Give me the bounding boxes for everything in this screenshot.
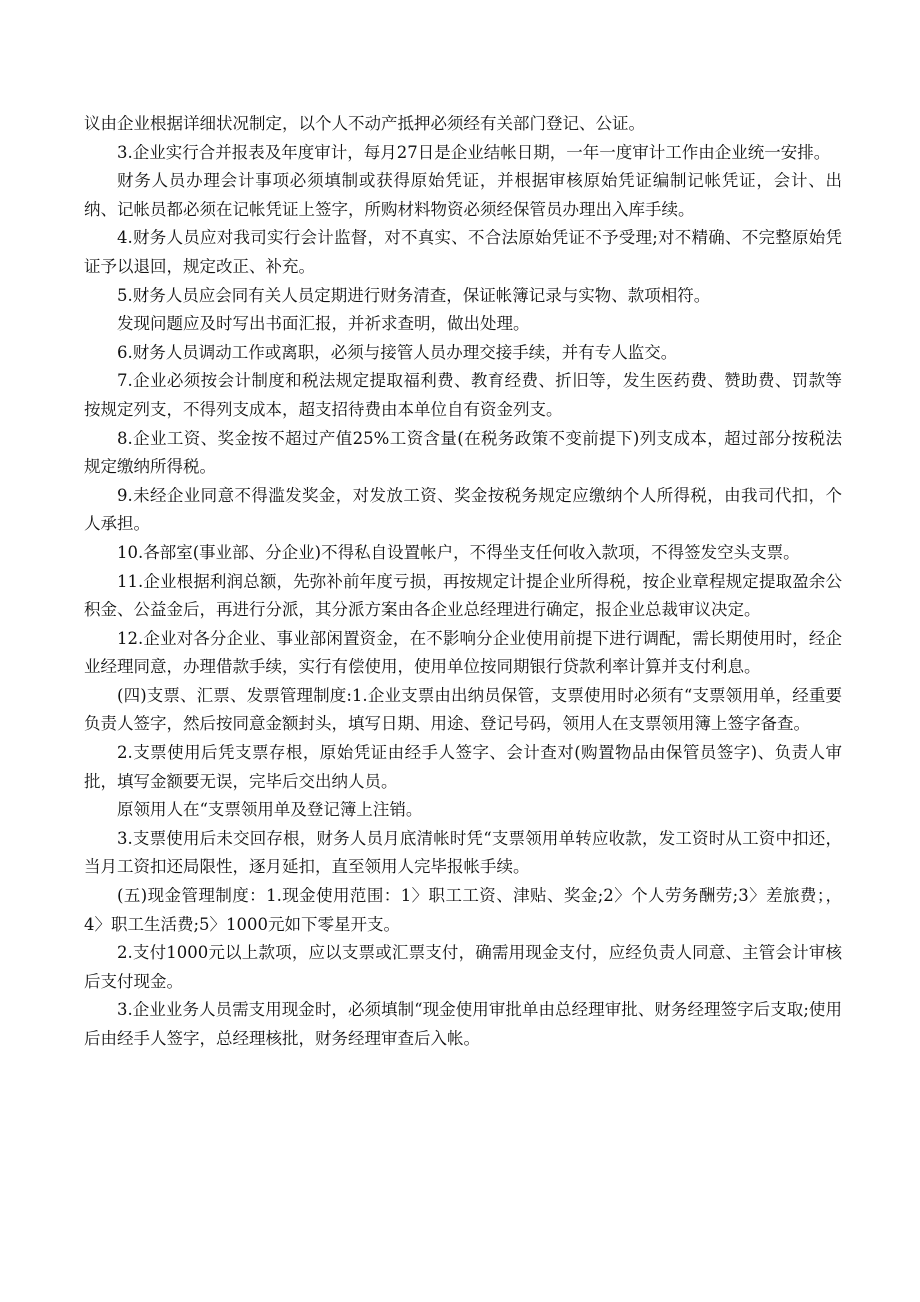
paragraph: 财务人员办理会计事项必须填制或获得原始凭证，并根据审核原始凭证编制记帐凭证，会计、出纳、记帐员都必须在记帐凭证上签字，所购材料物资必须经保管员办理出入库手续。 xyxy=(84,171,842,219)
paragraph: 3.支票使用后未交回存根，财务人员月底清帐时凭“支票领用单转应收款，发工资时从工资中扣还，当月工资扣还局限性，逐月延扣，直至领用人完毕报帐手续。 xyxy=(84,828,842,877)
paragraph: 发现问题应及时写出书面汇报，并祈求查明，做出处理。 xyxy=(117,314,530,334)
paragraph: 议由企业根据详细状况制定，以个人不动产抵押必须经有关部门登记、公证。 xyxy=(84,114,645,133)
paragraph: 3.企业业务人员需支用现金时，必须填制“现金使用审批单由总经理审批、财务经理签字后支取;使用后由经手人签字，总经理核批，财务经理审查后入帐。 xyxy=(84,1000,842,1048)
paragraph: 3.企业实行合并报表及年度审计，每月27日是企业结帐日期，一年一度审计工作由企业统一安排。 xyxy=(117,142,831,162)
paragraph: 8.企业工资、奖金按不超过产值25%工资含量(在税务政策不变前提下)列支成本，超过部分按税法规定缴纳所得税。 xyxy=(84,428,842,477)
paragraph: 5.财务人员应会同有关人员定期进行财务清查，保证帐簿记录与实物、款项相符。 xyxy=(117,285,711,305)
paragraph: 原领用人在“支票领用单及登记簿上注销。 xyxy=(117,800,423,820)
paragraph: 9.未经企业同意不得滥发奖金，对发放工资、奖金按税务规定应缴纳个人所得税，由我司代扣，个人承担。 xyxy=(84,485,842,534)
paragraph: 11.企业根据利润总额，先弥补前年度亏损，再按规定计提企业所得税，按企业章程规定提取盈余公积金、公益金后，再进行分派，其分派方案由各企业总经理进行确定，报企业总裁审议决定。 xyxy=(84,571,842,620)
paragraph: (五)现金管理制度：1.现金使用范围：1〉职工工资、津贴、奖金;2〉个人劳务酬劳;3〉差旅费；，4〉职工生活费;5〉1000元如下零星开支。 xyxy=(84,886,842,934)
paragraph: 12.企业对各分企业、事业部闲置资金，在不影响分企业使用前提下进行调配，需长期使用时，经企业经理同意，办理借款手续，实行有偿使用，使用单位按同期银行贷款利率计算并支付利息。 xyxy=(84,628,842,677)
document-body xyxy=(84,110,842,1054)
paragraph: 4.财务人员应对我司实行会计监督，对不真实、不合法原始凭证不予受理;对不精确、不完整原始凭证予以退回，规定改正、补充。 xyxy=(84,228,842,276)
paragraph: 6.财务人员调动工作或离职，必须与接管人员办理交接手续，并有专人监交。 xyxy=(117,342,678,362)
paragraph: 2.支付1000元以上款项，应以支票或汇票支付，确需用现金支付，应经负责人同意、主管会计审核后支付现金。 xyxy=(84,943,842,991)
paragraph: (四)支票、汇票、发票管理制度:1.企业支票由出纳员保管，支票使用时必须有“支票领用单，经重要负责人签字，然后按同意金额封头，填写日期、用途、登记号码，领用人在支票领用簿上签字备查。 xyxy=(84,685,842,734)
paragraph: 10.各部室(事业部、分企业)不得私自设置帐户，不得坐支任何收入款项，不得签发空头支票。 xyxy=(117,542,800,562)
paragraph: 2.支票使用后凭支票存根，原始凭证由经手人签字、会计查对(购置物品由保管员签字)、负责人审批，填写金额要无误，完毕后交出纳人员。 xyxy=(84,743,842,791)
paragraph: 7.企业必须按会计制度和税法规定提取福利费、教育经费、折旧等，发生医药费、赞助费、罚款等按规定列支，不得列支成本，超支招待费由本单位自有资金列支。 xyxy=(84,371,842,419)
